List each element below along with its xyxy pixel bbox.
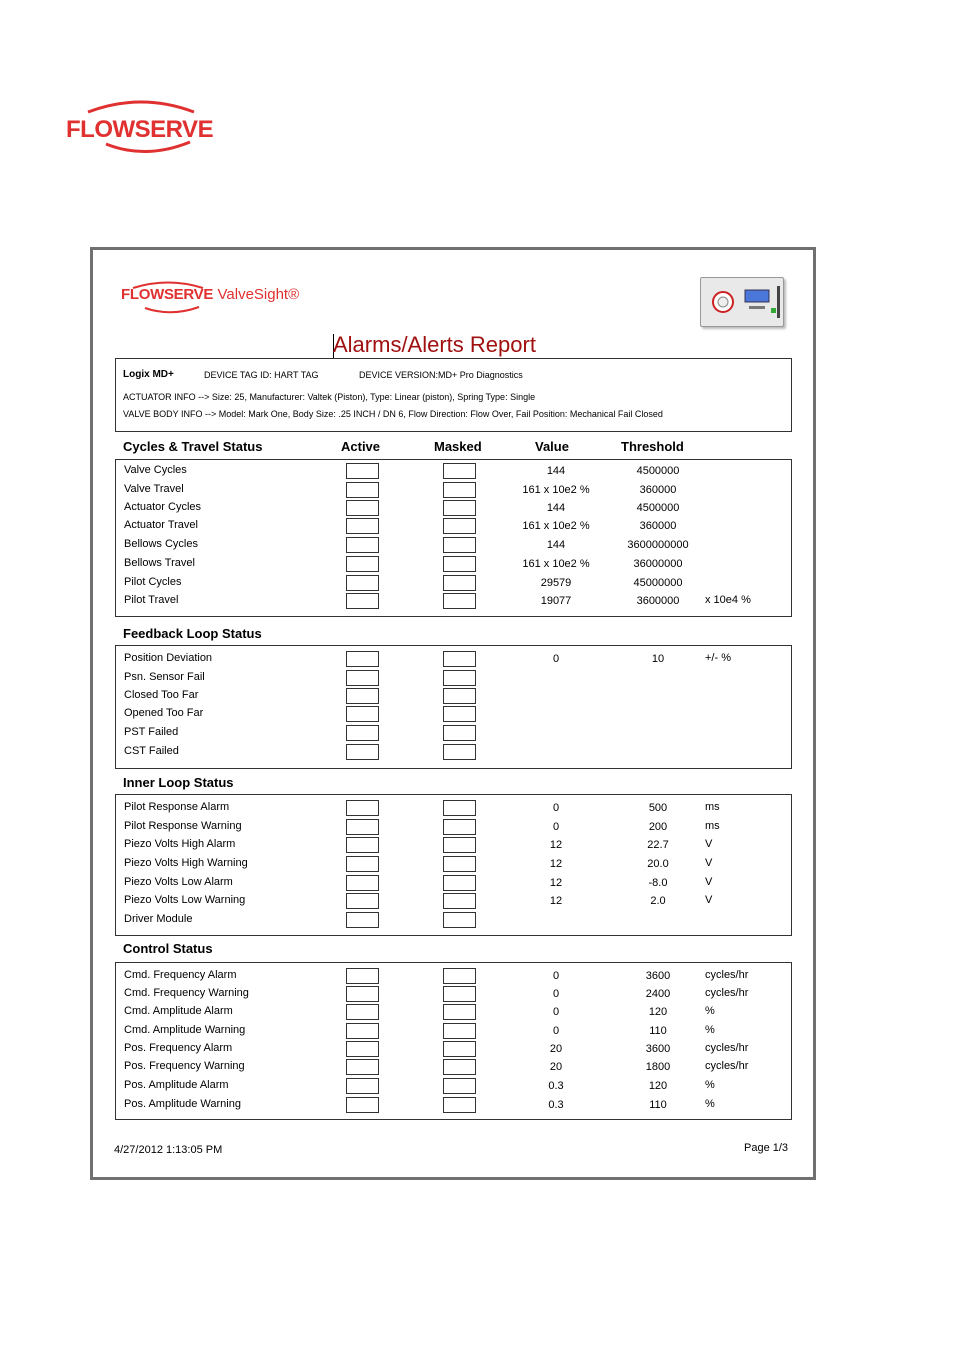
table-row bbox=[116, 725, 791, 743]
masked-checkbox[interactable] bbox=[443, 482, 476, 498]
row-label: Psn. Sensor Fail bbox=[124, 671, 205, 683]
active-checkbox[interactable] bbox=[346, 986, 379, 1002]
masked-checkbox[interactable] bbox=[443, 537, 476, 553]
row-threshold: 10 bbox=[651, 653, 665, 665]
logo-text: FLOWSERVE bbox=[66, 116, 214, 143]
row-value: 29579 bbox=[540, 577, 572, 589]
table-row bbox=[116, 819, 791, 837]
row-threshold: 36000000 bbox=[633, 558, 683, 570]
row-threshold: 3600000 bbox=[636, 595, 680, 607]
row-unit: V bbox=[705, 838, 713, 850]
active-checkbox[interactable] bbox=[346, 706, 379, 722]
masked-checkbox[interactable] bbox=[443, 556, 476, 572]
row-threshold: 120 bbox=[648, 1080, 668, 1092]
active-checkbox[interactable] bbox=[346, 537, 379, 553]
row-value: 20 bbox=[549, 1061, 563, 1073]
section-table-control bbox=[115, 962, 792, 1120]
row-label: Valve Cycles bbox=[124, 464, 187, 476]
column-header-active: Active bbox=[341, 439, 381, 454]
row-value: 12 bbox=[549, 877, 563, 889]
report-logo-swoosh-icon bbox=[123, 280, 213, 314]
row-unit: cycles/hr bbox=[705, 987, 749, 999]
row-label: Bellows Cycles bbox=[124, 538, 198, 550]
active-checkbox[interactable] bbox=[346, 518, 379, 534]
row-label: Cmd. Frequency Alarm bbox=[124, 969, 237, 981]
active-checkbox[interactable] bbox=[346, 875, 379, 891]
report-page bbox=[90, 247, 816, 1180]
masked-checkbox[interactable] bbox=[443, 968, 476, 984]
row-value: 144 bbox=[546, 539, 566, 551]
masked-checkbox[interactable] bbox=[443, 1041, 476, 1057]
row-label: Pilot Cycles bbox=[124, 576, 182, 588]
active-checkbox[interactable] bbox=[346, 912, 379, 928]
masked-checkbox[interactable] bbox=[443, 518, 476, 534]
row-value: 20 bbox=[549, 1043, 563, 1055]
table-row bbox=[116, 463, 791, 481]
masked-checkbox[interactable] bbox=[443, 800, 476, 816]
positioner-icon bbox=[701, 278, 783, 326]
flowserve-logo bbox=[66, 98, 216, 156]
row-label: Pilot Travel bbox=[124, 594, 179, 606]
table-row bbox=[116, 556, 791, 574]
masked-checkbox[interactable] bbox=[443, 706, 476, 722]
column-header-masked: Masked bbox=[434, 439, 482, 454]
report-timestamp: 4/27/2012 1:13:05 PM bbox=[114, 1144, 223, 1156]
row-label: Pos. Amplitude Alarm bbox=[124, 1079, 229, 1091]
active-checkbox[interactable] bbox=[346, 1023, 379, 1039]
active-checkbox[interactable] bbox=[346, 556, 379, 572]
row-threshold: 110 bbox=[649, 1099, 667, 1111]
table-row bbox=[116, 706, 791, 724]
row-threshold: 4500000 bbox=[636, 502, 680, 514]
row-threshold: 120 bbox=[648, 1006, 668, 1018]
row-unit: % bbox=[705, 1005, 715, 1017]
row-label: Cmd. Frequency Warning bbox=[124, 987, 249, 999]
row-unit: ms bbox=[705, 820, 720, 832]
row-value: 144 bbox=[546, 502, 566, 514]
row-threshold: 22.7 bbox=[647, 839, 669, 851]
row-label: Cmd. Amplitude Warning bbox=[124, 1024, 246, 1036]
active-checkbox[interactable] bbox=[346, 651, 379, 667]
masked-checkbox[interactable] bbox=[443, 986, 476, 1002]
table-row bbox=[116, 986, 791, 1004]
table-row bbox=[116, 875, 791, 893]
column-header-value: Value bbox=[535, 439, 569, 454]
active-checkbox[interactable] bbox=[346, 800, 379, 816]
table-row bbox=[116, 800, 791, 818]
active-checkbox[interactable] bbox=[346, 463, 379, 479]
active-checkbox[interactable] bbox=[346, 575, 379, 591]
table-row bbox=[116, 688, 791, 706]
masked-checkbox[interactable] bbox=[443, 725, 476, 741]
masked-checkbox[interactable] bbox=[443, 1097, 476, 1113]
row-threshold: 360000 bbox=[639, 520, 677, 532]
row-label: Valve Travel bbox=[124, 483, 184, 495]
table-row bbox=[116, 1078, 791, 1096]
masked-checkbox[interactable] bbox=[443, 1023, 476, 1039]
positioner-device-image bbox=[700, 277, 784, 327]
row-unit: % bbox=[705, 1079, 715, 1091]
active-checkbox[interactable] bbox=[346, 725, 379, 741]
row-value: 161 x 10e2 % bbox=[522, 558, 590, 570]
row-threshold: 200 bbox=[648, 821, 668, 833]
report-title: Alarms/Alerts Report bbox=[333, 332, 536, 357]
row-label: Pos. Frequency Warning bbox=[124, 1060, 245, 1072]
row-value: 161 x 10e2 % bbox=[522, 484, 590, 496]
row-label: Actuator Cycles bbox=[124, 501, 202, 513]
row-threshold: 4500000 bbox=[636, 465, 680, 477]
table-row bbox=[116, 1059, 791, 1077]
masked-checkbox[interactable] bbox=[443, 875, 476, 891]
table-row bbox=[116, 651, 791, 669]
masked-checkbox[interactable] bbox=[443, 670, 476, 686]
device-version: DEVICE VERSION:MD+ Pro Diagnostics bbox=[359, 370, 523, 380]
row-threshold: -8.0 bbox=[648, 877, 668, 889]
table-row bbox=[116, 1097, 791, 1115]
row-unit: % bbox=[705, 1098, 715, 1110]
row-label: Pos. Amplitude Warning bbox=[124, 1098, 241, 1110]
row-value: 0 bbox=[552, 970, 560, 982]
row-value: 0.3 bbox=[548, 1080, 564, 1092]
row-value: 12 bbox=[549, 839, 563, 851]
table-row bbox=[116, 482, 791, 500]
row-value: 144 bbox=[546, 465, 566, 477]
row-threshold: 45000000 bbox=[633, 577, 683, 589]
masked-checkbox[interactable] bbox=[443, 1004, 476, 1020]
section-title-cycles-travel: Cycles & Travel Status bbox=[123, 439, 263, 454]
row-unit: cycles/hr bbox=[705, 969, 749, 981]
active-checkbox[interactable] bbox=[346, 819, 379, 835]
row-unit: +/- % bbox=[705, 652, 731, 664]
masked-checkbox[interactable] bbox=[443, 837, 476, 853]
row-unit: ms bbox=[705, 801, 720, 813]
masked-checkbox[interactable] bbox=[443, 500, 476, 516]
row-value: 0 bbox=[552, 988, 560, 1000]
row-label: Pos. Frequency Alarm bbox=[124, 1042, 233, 1054]
section-table-inner-loop bbox=[115, 794, 792, 936]
actuator-info: ACTUATOR INFO --> Size: 25, Manufacturer: Valtek (Piston), Type: Linear (piston), Spring Type: Single bbox=[123, 392, 536, 402]
table-row bbox=[116, 518, 791, 536]
active-checkbox[interactable] bbox=[346, 1059, 379, 1075]
table-row bbox=[116, 1004, 791, 1022]
row-value: 12 bbox=[549, 895, 563, 907]
table-row bbox=[116, 744, 791, 762]
row-label: Pilot Response Warning bbox=[124, 820, 242, 832]
masked-checkbox[interactable] bbox=[443, 819, 476, 835]
masked-checkbox[interactable] bbox=[443, 575, 476, 591]
valve-body-info: VALVE BODY INFO --> Model: Mark One, Body Size: .25 INCH / DN 6, Flow Direction: Flow Over, Fail Position: Mechanical Fail Closed bbox=[123, 409, 663, 419]
row-threshold: 3600 bbox=[645, 1043, 671, 1055]
row-threshold: 110 bbox=[649, 1025, 667, 1037]
masked-checkbox[interactable] bbox=[443, 651, 476, 667]
table-row bbox=[116, 1041, 791, 1059]
row-threshold: 500 bbox=[648, 802, 668, 814]
product-name: ValveSight® bbox=[217, 286, 300, 303]
masked-checkbox[interactable] bbox=[443, 893, 476, 909]
device-info-box bbox=[115, 358, 792, 432]
table-row bbox=[116, 575, 791, 593]
row-value: 0 bbox=[552, 1025, 560, 1037]
row-value: 0 bbox=[552, 802, 560, 814]
active-checkbox[interactable] bbox=[346, 968, 379, 984]
row-threshold: 3600000000 bbox=[627, 539, 689, 551]
active-checkbox[interactable] bbox=[346, 1004, 379, 1020]
table-row bbox=[116, 670, 791, 688]
row-value: 0 bbox=[552, 1006, 560, 1018]
masked-checkbox[interactable] bbox=[443, 856, 476, 872]
row-label: Pilot Response Alarm bbox=[124, 801, 230, 813]
masked-checkbox[interactable] bbox=[443, 688, 476, 704]
active-checkbox[interactable] bbox=[346, 1097, 379, 1113]
table-row bbox=[116, 837, 791, 855]
masked-checkbox[interactable] bbox=[443, 744, 476, 760]
table-row bbox=[116, 1023, 791, 1041]
row-label: CST Failed bbox=[124, 745, 179, 757]
row-value: 161 x 10e2 % bbox=[522, 520, 590, 532]
section-title-control: Control Status bbox=[123, 941, 213, 956]
table-row bbox=[116, 968, 791, 986]
row-unit: cycles/hr bbox=[705, 1060, 749, 1072]
masked-checkbox[interactable] bbox=[443, 912, 476, 928]
row-unit: V bbox=[705, 857, 713, 869]
active-checkbox[interactable] bbox=[346, 744, 379, 760]
row-unit: % bbox=[705, 1024, 715, 1036]
row-value: 19077 bbox=[540, 595, 572, 607]
table-row bbox=[116, 893, 791, 911]
report-logo bbox=[121, 286, 299, 304]
report-logo-text: FLOWSERVE bbox=[121, 286, 214, 303]
device-tag: DEVICE TAG ID: HART TAG bbox=[204, 370, 319, 380]
active-checkbox[interactable] bbox=[346, 500, 379, 516]
row-label: Cmd. Amplitude Alarm bbox=[124, 1005, 233, 1017]
row-value: 0 bbox=[552, 821, 560, 833]
table-row bbox=[116, 500, 791, 518]
masked-checkbox[interactable] bbox=[443, 1059, 476, 1075]
masked-checkbox[interactable] bbox=[443, 1078, 476, 1094]
row-unit: cycles/hr bbox=[705, 1042, 749, 1054]
column-header-threshold: Threshold bbox=[621, 439, 684, 454]
row-label: Opened Too Far bbox=[124, 707, 204, 719]
table-row bbox=[116, 856, 791, 874]
row-label: Actuator Travel bbox=[124, 519, 198, 531]
device-model: Logix MD+ bbox=[123, 369, 174, 380]
table-row bbox=[116, 912, 791, 930]
masked-checkbox[interactable] bbox=[443, 463, 476, 479]
row-label: Bellows Travel bbox=[124, 557, 195, 569]
masked-checkbox[interactable] bbox=[443, 593, 476, 609]
active-checkbox[interactable] bbox=[346, 688, 379, 704]
row-threshold: 2.0 bbox=[650, 895, 666, 907]
row-label: Piezo Volts High Warning bbox=[124, 857, 248, 869]
table-row bbox=[116, 593, 791, 611]
row-value: 12 bbox=[549, 858, 563, 870]
active-checkbox[interactable] bbox=[346, 670, 379, 686]
active-checkbox[interactable] bbox=[346, 1078, 379, 1094]
row-unit: V bbox=[705, 876, 713, 888]
active-checkbox[interactable] bbox=[346, 893, 379, 909]
row-label: Piezo Volts Low Alarm bbox=[124, 876, 233, 888]
row-threshold: 3600 bbox=[645, 970, 671, 982]
active-checkbox[interactable] bbox=[346, 1041, 379, 1057]
row-threshold: 2400 bbox=[645, 988, 671, 1000]
active-checkbox[interactable] bbox=[346, 482, 379, 498]
row-value: 0.3 bbox=[548, 1099, 564, 1111]
row-label: Driver Module bbox=[124, 913, 193, 925]
row-label: Position Deviation bbox=[124, 652, 213, 664]
row-value: 0 bbox=[552, 653, 560, 665]
row-threshold: 360000 bbox=[639, 484, 677, 496]
section-table-cycles-travel bbox=[115, 459, 792, 617]
row-label: Piezo Volts Low Warning bbox=[124, 894, 246, 906]
section-title-feedback-loop: Feedback Loop Status bbox=[123, 626, 262, 641]
row-threshold: 20.0 bbox=[647, 858, 669, 870]
row-unit: x 10e4 % bbox=[705, 594, 751, 606]
section-title-inner-loop: Inner Loop Status bbox=[123, 775, 234, 790]
active-checkbox[interactable] bbox=[346, 837, 379, 853]
section-table-feedback-loop bbox=[115, 645, 792, 769]
active-checkbox[interactable] bbox=[346, 856, 379, 872]
row-label: Closed Too Far bbox=[124, 689, 199, 701]
row-label: PST Failed bbox=[124, 726, 179, 738]
active-checkbox[interactable] bbox=[346, 593, 379, 609]
row-unit: V bbox=[705, 894, 713, 906]
page-number: Page 1/3 bbox=[744, 1142, 789, 1154]
row-label: Piezo Volts High Alarm bbox=[124, 838, 236, 850]
row-threshold: 1800 bbox=[645, 1061, 671, 1073]
table-row bbox=[116, 537, 791, 555]
